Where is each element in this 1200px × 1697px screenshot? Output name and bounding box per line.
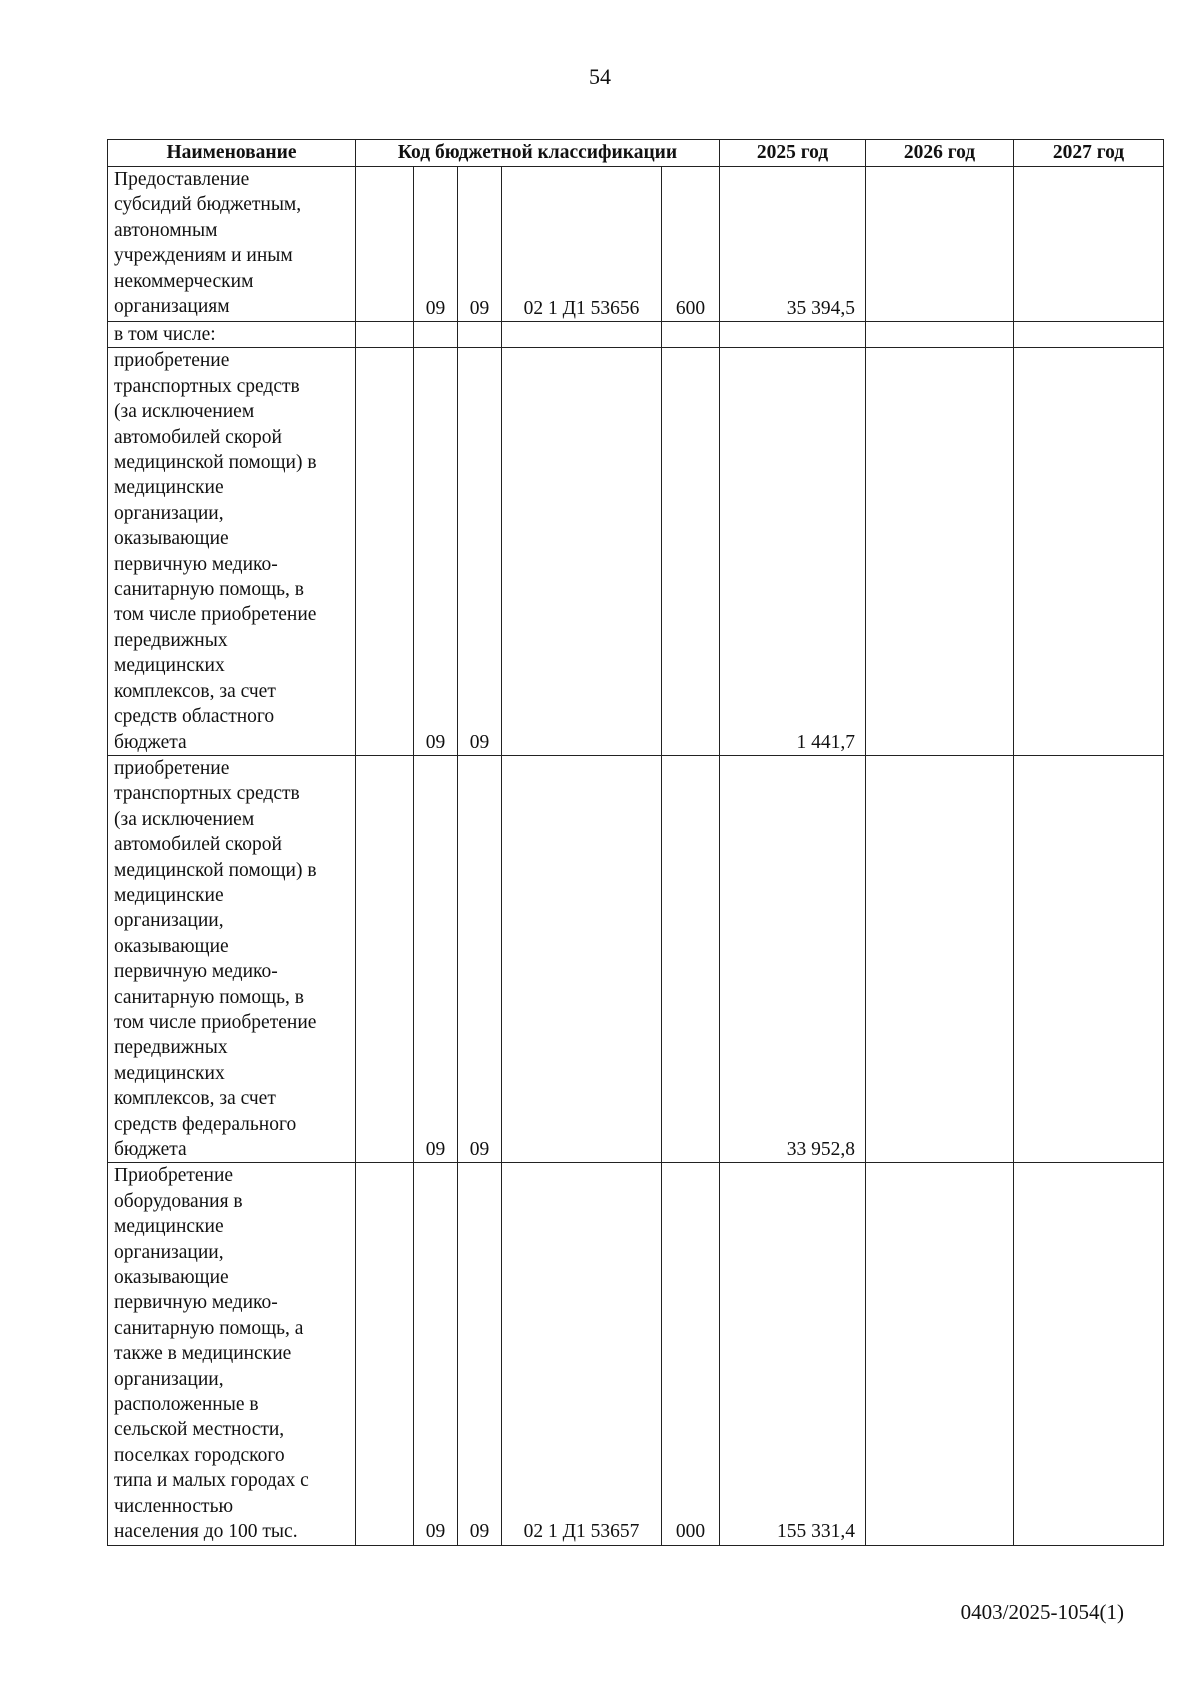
header-year-2027: 2027 год [1014, 140, 1164, 167]
row-name: Приобретение оборудования в медицинские организации, оказывающие первичную медико- санитарную помощь, а также в медицинские организации, расположенные в сельской местности, поселках городского типа и малых городах с численностью населения до 100 тыс. [108, 1163, 356, 1545]
amount-2025: 155 331,4 [720, 1163, 866, 1545]
subsection-code: 09 [458, 348, 502, 756]
amount-2026 [866, 322, 1014, 348]
expense-type-code [662, 755, 720, 1163]
table-row [108, 755, 1164, 1163]
amount-2026 [866, 755, 1014, 1163]
amount-2027 [1014, 348, 1164, 756]
code-cell-0 [356, 1163, 414, 1545]
expense-type-code: 600 [662, 167, 720, 322]
subsection-code [458, 322, 502, 348]
target-article-code [502, 755, 662, 1163]
row-name: приобретение транспортных средств (за исключением автомобилей скорой медицинской помощи) в медицинские организации, оказывающие первичную медико- санитарную помощь, в том числе приобретение передвижных медицинских комплексов, за счет средств областного бюджета [108, 348, 356, 756]
table-row [108, 1163, 1164, 1545]
budget-table [107, 139, 1164, 1546]
amount-2026 [866, 1163, 1014, 1545]
subsection-code: 09 [458, 167, 502, 322]
amount-2027 [1014, 1163, 1164, 1545]
row-name: приобретение транспортных средств (за исключением автомобилей скорой медицинской помощи) в медицинские организации, оказывающие первичную медико- санитарную помощь, в том числе приобретение передвижных медицинских комплексов, за счет средств федерального бюджета [108, 755, 356, 1163]
amount-2025: 33 952,8 [720, 755, 866, 1163]
section-code [414, 322, 458, 348]
target-article-code [502, 348, 662, 756]
amount-2026 [866, 167, 1014, 322]
table-header-row [108, 140, 1164, 167]
amount-2025: 35 394,5 [720, 167, 866, 322]
amount-2025 [720, 322, 866, 348]
document-registration-code: 0403/2025-1054(1) [960, 1600, 1124, 1624]
row-name: Предоставление субсидий бюджетным, автономным учреждениям и иным некоммерческим организациям [108, 167, 356, 322]
header-year-2025: 2025 год [720, 140, 866, 167]
header-budget-code: Код бюджетной классификации [356, 140, 720, 167]
code-cell-0 [356, 167, 414, 322]
target-article-code [502, 322, 662, 348]
header-name: Наименование [108, 140, 356, 167]
expense-type-code [662, 322, 720, 348]
code-cell-0 [356, 348, 414, 756]
subsection-code: 09 [458, 755, 502, 1163]
code-cell-0 [356, 755, 414, 1163]
page-number: 54 [589, 64, 611, 89]
section-code: 09 [414, 348, 458, 756]
expense-type-code: 000 [662, 1163, 720, 1545]
amount-2025: 1 441,7 [720, 348, 866, 756]
amount-2026 [866, 348, 1014, 756]
row-name: в том числе: [108, 322, 356, 348]
amount-2027 [1014, 322, 1164, 348]
subsection-code: 09 [458, 1163, 502, 1545]
table-row [108, 322, 1164, 348]
section-code: 09 [414, 167, 458, 322]
target-article-code: 02 1 Д1 53657 [502, 1163, 662, 1545]
section-code: 09 [414, 1163, 458, 1545]
target-article-code: 02 1 Д1 53656 [502, 167, 662, 322]
section-code: 09 [414, 755, 458, 1163]
table-row [108, 348, 1164, 756]
amount-2027 [1014, 167, 1164, 322]
header-year-2026: 2026 год [866, 140, 1014, 167]
code-cell-0 [356, 322, 414, 348]
table-row [108, 167, 1164, 322]
expense-type-code [662, 348, 720, 756]
amount-2027 [1014, 755, 1164, 1163]
